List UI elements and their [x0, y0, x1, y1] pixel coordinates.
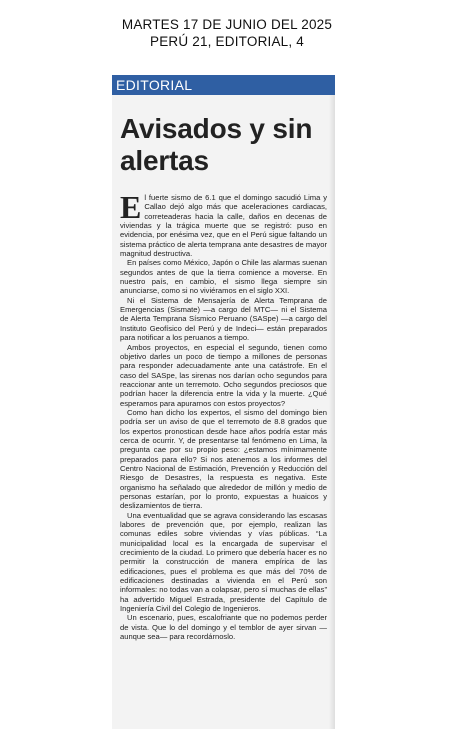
section-label: EDITORIAL [112, 75, 335, 95]
paragraph-3: Ni el Sistema de Mensajería de Alerta Temprana de Emergencias (Sismate) —a cargo del MTC— ni el Sistema de Alerta Temprana Sísmico Peruano (SASpe) —a cargo del Instituto Geofísico del Perú y de Indeci— están preparados para notificar a los peruanos a tiempo. [120, 295, 327, 343]
paragraph-6: Una eventualidad que se agrava considerando las escasas labores de prevención que, por ejemplo, realizan las comunas ediles sobre viviendas y vías públicas. “La municipalidad local es la encargada de supervisar el crecimiento de la ciudad. Lo primero que debería hacer es no permitir la construcción de manera empírica de las edificaciones, pues el problema es que más del 70% de edificaciones destinadas a vivienda en el Perú son informales: no todas van a colapsar, pero sí muchas de ellas” ha advertido Miguel Estrada, presidente del Capítulo de Ingeniería Civil del Colegio de Ingenieros. [120, 510, 327, 614]
paragraph-4: Ambos proyectos, en especial el segundo, tienen como objetivo darles un poco de tiempo a millones de personas para responder adecuadamente ante una catástrofe. En el caso del SASpe, las sirenas nos darían ocho segundos para reaccionar ante un terremoto. Ocho segundos preciosos que podrían hacer la diferencia entre la vida y la muerte. ¿Qué esperamos para apurarnos con estos proyectos? [120, 342, 327, 408]
source-line: PERÚ 21, EDITORIAL, 4 [149, 34, 304, 49]
paragraph-7: Un escenario, pues, escalofriante que no podemos perder de vista. Que lo del domingo y el temblor de ayer sirvan —aunque sea— para recordárnoslo. [120, 613, 327, 642]
paragraph-1 [120, 189, 327, 259]
article-body [120, 189, 327, 642]
date-line: MARTES 17 DE JUNIO DEL 2025 [121, 17, 333, 32]
clipping-header [0, 16, 454, 50]
paragraph-2: En países como México, Japón o Chile las alarmas suenan segundos antes de que la tierra comience a moverse. En nuestro país, en cambio, el sismo llega siempre sin anunciarse, como si no viviéramos en el siglo XXI. [120, 258, 327, 296]
paragraph-1-text: l fuerte sismo de 6.1 que el domingo sacudió Lima y Callao dejó algo más que aceleraciones cardiacas, correteaderas hacia la calle, daños en decenas de viviendas y la trágica muerte que se registró: puso en evidencia, por enésima vez, que en el Perú sigue faltando un sistema práctico de alerta temprana ante desastres de mayor magnitud destructiva. [120, 193, 327, 259]
drop-cap: E [120, 189, 142, 225]
paragraph-5: Como han dicho los expertos, el sismo del domingo bien podría ser un aviso de que el terremoto de 8.8 grados que los expertos pronostican desde hace años podría estar más cerca de ocurrir. Y, de presentarse tal fenómeno en Lima, la pregunta cae por su propio peso: ¿estamos mínimamente preparados para ello? Si nos atenemos a los informes del Centro Nacional de Estimación, Prevención y Reducción del Riesgo de Desastres, la respuesta es negativa. Este organismo ha señalado que alrededor de millón y medio de personas estarían, por lo pronto, expuestas a huaicos y deslizamientos de tierra. [120, 407, 327, 511]
newspaper-clipping [112, 75, 335, 729]
headline: Avisados y sin alertas [120, 113, 313, 176]
page-edge-shadow [329, 95, 335, 729]
